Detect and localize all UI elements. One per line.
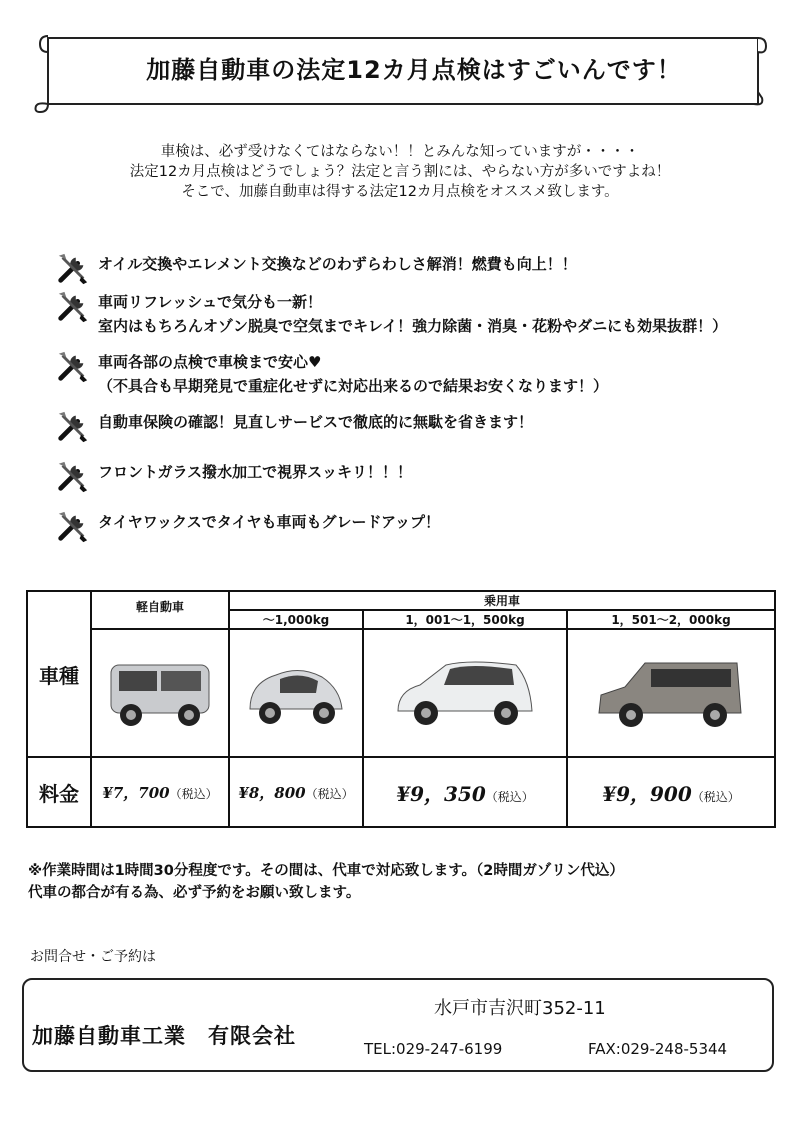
passenger-car-header: 乗用車: [229, 591, 775, 610]
contact-box: [22, 978, 774, 1072]
title-banner: [34, 32, 770, 114]
intro-text: [0, 142, 800, 202]
feature-text: タイヤワックスでタイヤも車両もグレードアップ！: [98, 513, 441, 531]
feature-item: [54, 350, 608, 398]
compact-car-cell: [229, 629, 363, 757]
feature-text: （不具合も早期発見で重症化せずに対応出来るので結果お安くなります！）: [98, 377, 609, 395]
weight-class-header: 1，001～1，500kg: [363, 610, 567, 629]
price-table: [26, 590, 776, 828]
price-tax: （税込）: [691, 789, 740, 804]
feature-text: 車両各部の点検で車検まで安心♥: [98, 353, 322, 371]
price-tax: （税込）: [485, 789, 534, 804]
feature-text: 車両リフレッシュで気分も一新！: [98, 293, 322, 311]
feature-item: [54, 252, 577, 286]
compact-car-image: [240, 653, 352, 733]
tel-number: TEL:029-247-6199: [364, 1040, 503, 1058]
intro-line: そこで、加藤自動車は得する法定12カ月点検をオススメ致します。: [181, 184, 619, 200]
feature-text: 自動車保険の確認！見直しサービスで徹底的に無駄を省きます！: [98, 413, 534, 431]
company-name: 加藤自動車工業 有限会社: [32, 1024, 296, 1048]
feature-text: オイル交換やエレメント交換などのわずらわしさ解消！燃費も向上！！: [98, 255, 577, 273]
fax-number: FAX:029-248-5344: [588, 1040, 728, 1058]
notes: [28, 860, 624, 904]
kei-car-header: 軽自動車: [91, 591, 229, 629]
car-type-label: 車種: [27, 591, 91, 757]
price-label: 料金: [27, 757, 91, 827]
wrench-screwdriver-icon: [54, 252, 90, 286]
minivan-car-cell: [363, 629, 567, 757]
price-tax: （税込）: [305, 786, 354, 801]
kei-car-cell: [91, 629, 229, 757]
price-amount: ¥8，800: [238, 783, 306, 802]
price-cell: [567, 757, 775, 827]
wrench-screwdriver-icon: [54, 410, 90, 444]
price-amount: ¥9，350: [396, 781, 486, 806]
feature-item: [54, 410, 533, 444]
large-car-cell: [567, 629, 775, 757]
price-cell: [91, 757, 229, 827]
price-amount: ¥9，900: [602, 781, 692, 806]
wrench-screwdriver-icon: [54, 290, 90, 324]
feature-text: 室内はもちろんオゾン脱臭で空気までキレイ！強力除菌・消臭・花粉やダニにも効果抜群！）: [98, 317, 728, 335]
feature-text: フロントガラス撥水加工で視界スッキリ！！！: [98, 463, 412, 481]
feature-item: [54, 510, 440, 544]
contact-label: お問合せ・ご予約は: [30, 949, 156, 965]
wrench-screwdriver-icon: [54, 460, 90, 494]
price-amount: ¥7，700: [102, 783, 170, 802]
kei-car-image: [101, 653, 219, 733]
page-title: 加藤自動車の法定12カ月点検はすごいんです！: [146, 56, 682, 84]
wrench-screwdriver-icon: [54, 510, 90, 544]
note-line: 代車の都合が有る為、必ず予約をお願い致します。: [28, 885, 361, 901]
note-line: ※作業時間は1時間30分程度です。その間は、代車で対応致します。（2時間ガゾリン代込）: [28, 863, 624, 879]
price-cell: [363, 757, 567, 827]
large-car-image: [591, 651, 751, 735]
address: 水戸市吉沢町352-11: [434, 998, 606, 1019]
price-cell: [229, 757, 363, 827]
intro-line: 車検は、必ず受けなくてはならない！！とみんな知っていますが・・・・: [160, 144, 640, 160]
feature-item: [54, 290, 727, 338]
wrench-screwdriver-icon: [54, 350, 90, 384]
weight-class-header: ～1,000kg: [229, 610, 363, 629]
intro-line: 法定12カ月点検はどうでしょう？法定と言う割には、やらない方が多いですよね！: [129, 164, 671, 180]
price-tax: （税込）: [169, 786, 218, 801]
weight-class-header: 1，501～2，000kg: [567, 610, 775, 629]
minivan-car-image: [390, 651, 540, 735]
feature-item: [54, 460, 412, 494]
